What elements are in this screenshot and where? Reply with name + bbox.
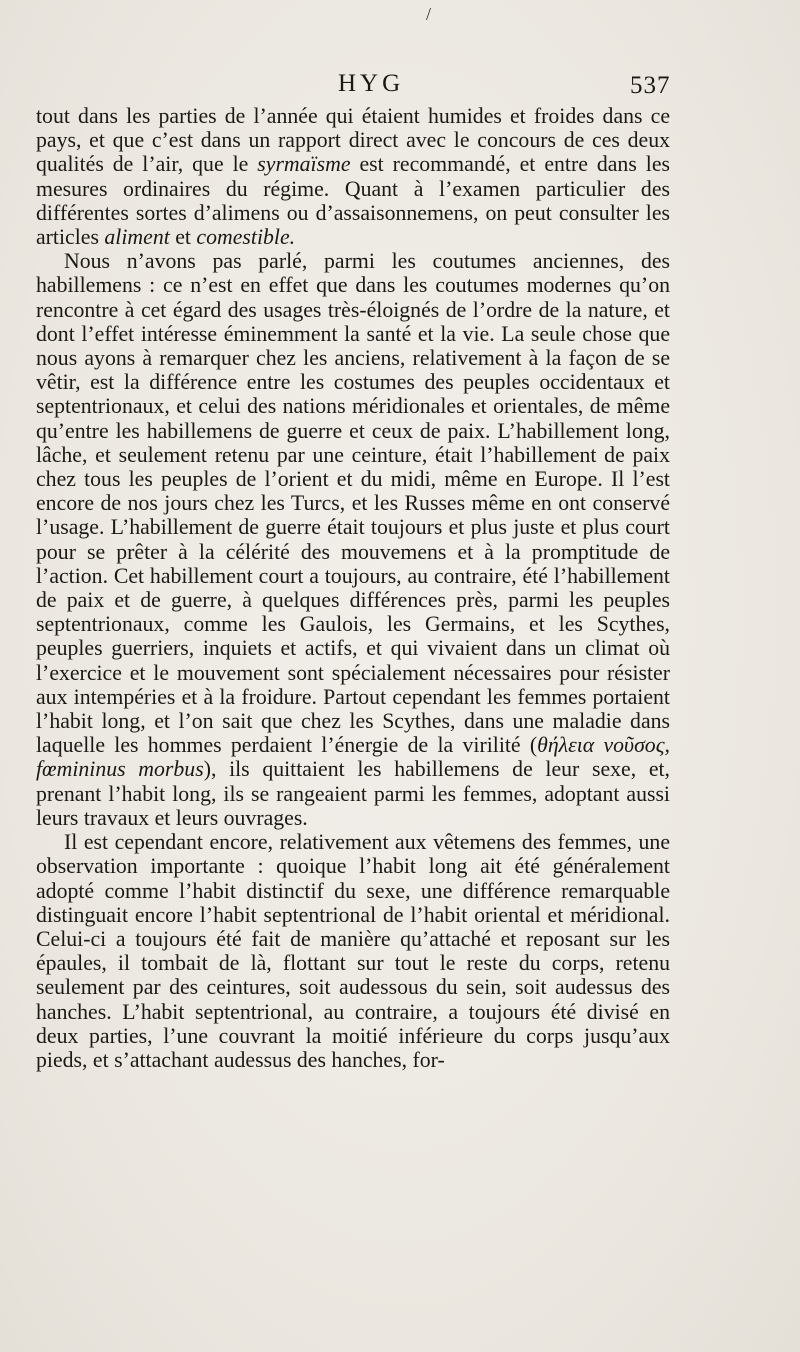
paragraph-3: [36, 830, 670, 1072]
paragraph-1: [36, 104, 670, 249]
paragraph-2: [36, 249, 670, 830]
text-run: et: [169, 225, 197, 250]
page-header: [0, 4, 800, 104]
page-number: 537: [630, 72, 671, 99]
term-syrmaisme: syrmaïsme: [257, 152, 351, 177]
text-run: Nous n’avons pas parlé, parmi les coutumes anciennes, des habillemens : ce n’est en effet que dans les coutumes modernes qu’on rencontre à cet égard des usages très-éloignés de l’ordre de la nature, et dont l’effet intéresse éminemment la santé et la vie. La seule chose que nous ayons à remarquer chez les anciens, relativement à la façon de se vêtir, est la différence entre les costumes des peuples occidentaux et septentrionaux, et celui des nations méridionales et orientales, de même qu’entre les habillemens de guerre et ceux de paix. L’habillement long, lâche, et seulement retenu par une ceinture, était l’habillement de paix chez tous les peuples de l’orient et du midi, même en Europe. Il l’est encore de nos jours chez les Turcs, et les Russes même en ont conservé l’usage. L’habillement de guerre était toujours et plus juste et plus court pour se prêter à la célérité des mouvemens et à la promptitude de l’action. Cet habillement court a toujours, au contraire, été l’habillement de paix et de guerre, à quelques différences près, parmi les peuples septentrionaux, comme les Gaulois, les Germains, et les Scythes, peuples guerriers, inquiets et actifs, et qui vivaient dans un climat où l’exercice et le mouvement sont spécialement nécessaires pour résister aux intempéries et à la froidure. Partout cependant les femmes portaient l’habit long, et l’on sait que chez les Scythes, dans une maladie dans laquelle les hommes perdaient l’énergie de la virilité (: [36, 249, 670, 758]
text-run: ), ils quittaient les habillemens de leur sexe, et, prenant l’habit long, ils se rangeaient parmi les femmes, adoptant aussi leurs travaux et leurs ouvrages.: [36, 757, 670, 830]
text-run: est recommandé, et entre dans les mesures ordinaires du régime. Quant à l’examen particulier des différentes sortes d’alimens ou d’assaisonnemens, on peut consulter les articles: [36, 152, 670, 250]
running-head: HYG: [338, 70, 405, 97]
top-mark: /: [426, 4, 432, 24]
body-text: [36, 104, 670, 1072]
term-comestible: comestible.: [196, 225, 296, 250]
term-aliment: aliment: [104, 225, 170, 250]
term-foemininus-morbus: θήλεια νοῦσος, fœmininus morbus: [36, 733, 671, 782]
text-run: tout dans les parties de l’année qui étaient humides et froides dans ce pays, et que c’est dans un rapport direct avec le concours de ces deux qualités de l’air, que le: [36, 104, 670, 177]
text-run: Il est cependant encore, relativement aux vêtemens des femmes, une observation importante : quoique l’habit long ait été généralement adopté comme l’habit distinctif du sexe, une différence remarquable distinguait encore l’habit septentrional de l’habit oriental et méridional. Celui-ci a toujours été fait de manière qu’attaché et reposant sur les épaules, il tombait de là, flottant sur tout le reste du corps, retenu seulement par des ceintures, soit audessous du sein, soit audessus des hanches. L’habit septentrional, au contraire, a toujours été divisé en deux parties, l’une couvrant la moitié inférieure du corps jusqu’aux pieds, et s’attachant audessus des hanches, for-: [36, 830, 670, 1072]
